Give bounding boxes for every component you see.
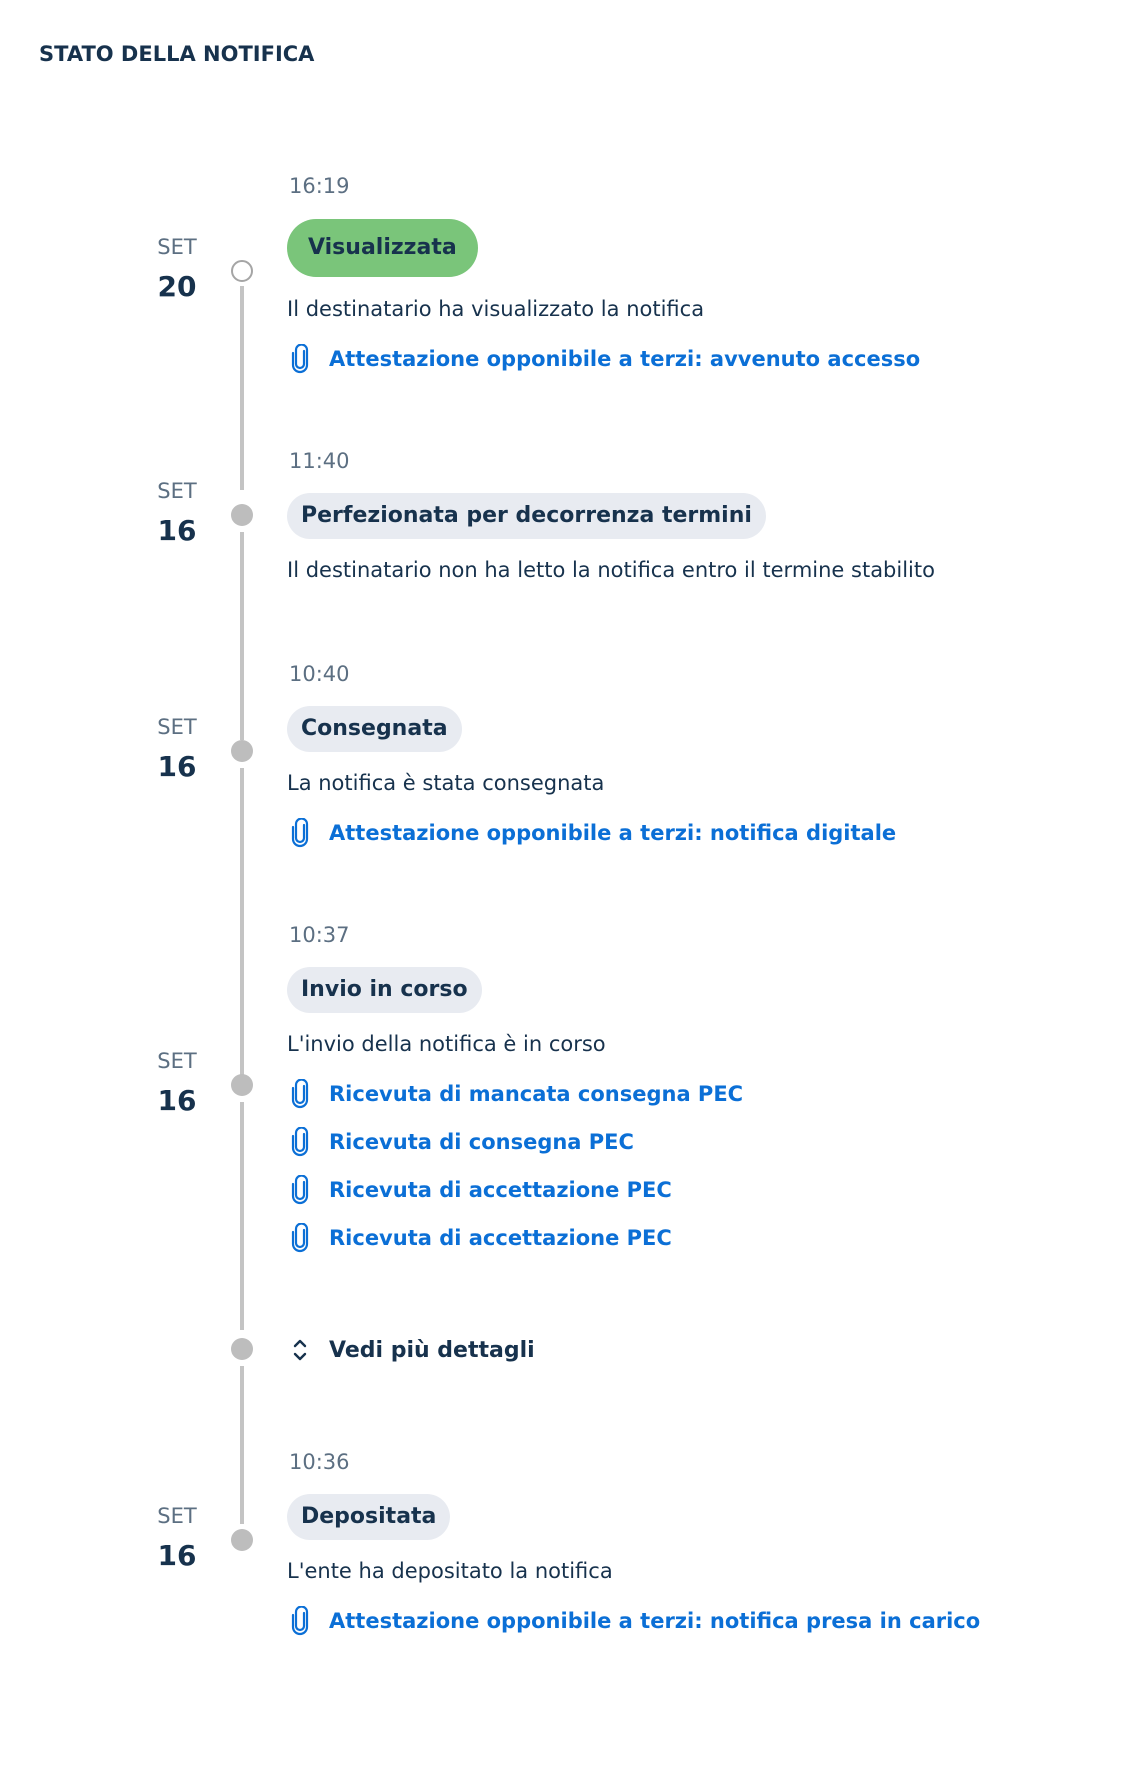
event-date: [132, 1503, 222, 1573]
paperclip-icon: [287, 818, 313, 848]
event-day: 20: [157, 270, 197, 303]
event-month: SET: [157, 1504, 197, 1528]
attachment-label: Ricevuta di mancata consegna PEC: [329, 1082, 744, 1106]
chevron-expand-icon: [287, 1336, 313, 1364]
attachment-label: Attestazione opponibile a terzi: avvenuto accesso: [329, 347, 921, 371]
event-time: 10:37: [289, 923, 350, 947]
attachment-link[interactable]: [287, 1127, 634, 1157]
status-badge-viewed: Visualizzata: [287, 219, 478, 277]
timeline-dot-current: [231, 260, 253, 282]
event-description: L'ente ha depositato la notifica: [287, 1559, 613, 1583]
event-date: [132, 234, 222, 304]
attachment-link[interactable]: [287, 1223, 672, 1253]
event-day: 16: [157, 514, 197, 547]
paperclip-icon: [287, 1175, 313, 1205]
paperclip-icon: [287, 344, 313, 374]
event-day: 16: [157, 1084, 197, 1117]
more-details-label: Vedi più dettagli: [329, 1337, 535, 1363]
status-badge: Consegnata: [287, 706, 462, 752]
timeline-line: [240, 1366, 244, 1524]
timeline-dot: [231, 1529, 253, 1551]
status-badge: Depositata: [287, 1494, 450, 1540]
attachment-label: Ricevuta di accettazione PEC: [329, 1226, 672, 1250]
timeline-dot: [231, 740, 253, 762]
attachment-link[interactable]: [287, 1175, 672, 1205]
event-time: 16:19: [289, 174, 350, 198]
attachment-label: Ricevuta di consegna PEC: [329, 1130, 634, 1154]
paperclip-icon: [287, 1127, 313, 1157]
timeline-dot: [231, 1338, 253, 1360]
paperclip-icon: [287, 1079, 313, 1109]
timeline-line: [240, 532, 244, 740]
event-month: SET: [157, 235, 197, 259]
event-date: [132, 478, 222, 548]
more-details-button[interactable]: [287, 1335, 535, 1365]
attachment-link[interactable]: [287, 1606, 980, 1636]
paperclip-icon: [287, 1223, 313, 1253]
attachment-link[interactable]: [287, 344, 920, 374]
event-date: [132, 714, 222, 784]
event-month: SET: [157, 715, 197, 739]
event-date: [132, 1048, 222, 1118]
attachment-label: Attestazione opponibile a terzi: notifica digitale: [329, 821, 897, 845]
attachment-link[interactable]: [287, 818, 896, 848]
event-day: 16: [157, 1539, 197, 1572]
attachment-link[interactable]: [287, 1079, 743, 1109]
page-title: STATO DELLA NOTIFICA: [39, 42, 315, 66]
event-description: L'invio della notifica è in corso: [287, 1032, 606, 1056]
paperclip-icon: [287, 1606, 313, 1636]
event-month: SET: [157, 1049, 197, 1073]
timeline-dot: [231, 504, 253, 526]
status-badge: Invio in corso: [287, 967, 482, 1013]
status-badge: Perfezionata per decorrenza termini: [287, 493, 766, 539]
event-time: 10:40: [289, 662, 350, 686]
event-time: 11:40: [289, 449, 350, 473]
event-description: Il destinatario non ha letto la notifica entro il termine stabilito: [287, 558, 935, 582]
timeline-line: [240, 768, 244, 1080]
event-month: SET: [157, 479, 197, 503]
event-description: La notifica è stata consegnata: [287, 771, 605, 795]
attachment-label: Ricevuta di accettazione PEC: [329, 1178, 672, 1202]
timeline-dot: [231, 1074, 253, 1096]
event-time: 10:36: [289, 1450, 350, 1474]
event-description: Il destinatario ha visualizzato la notifica: [287, 297, 705, 321]
attachment-label: Attestazione opponibile a terzi: notifica presa in carico: [329, 1609, 981, 1633]
timeline-line: [240, 1102, 244, 1330]
timeline-line: [240, 286, 244, 490]
event-day: 16: [157, 750, 197, 783]
